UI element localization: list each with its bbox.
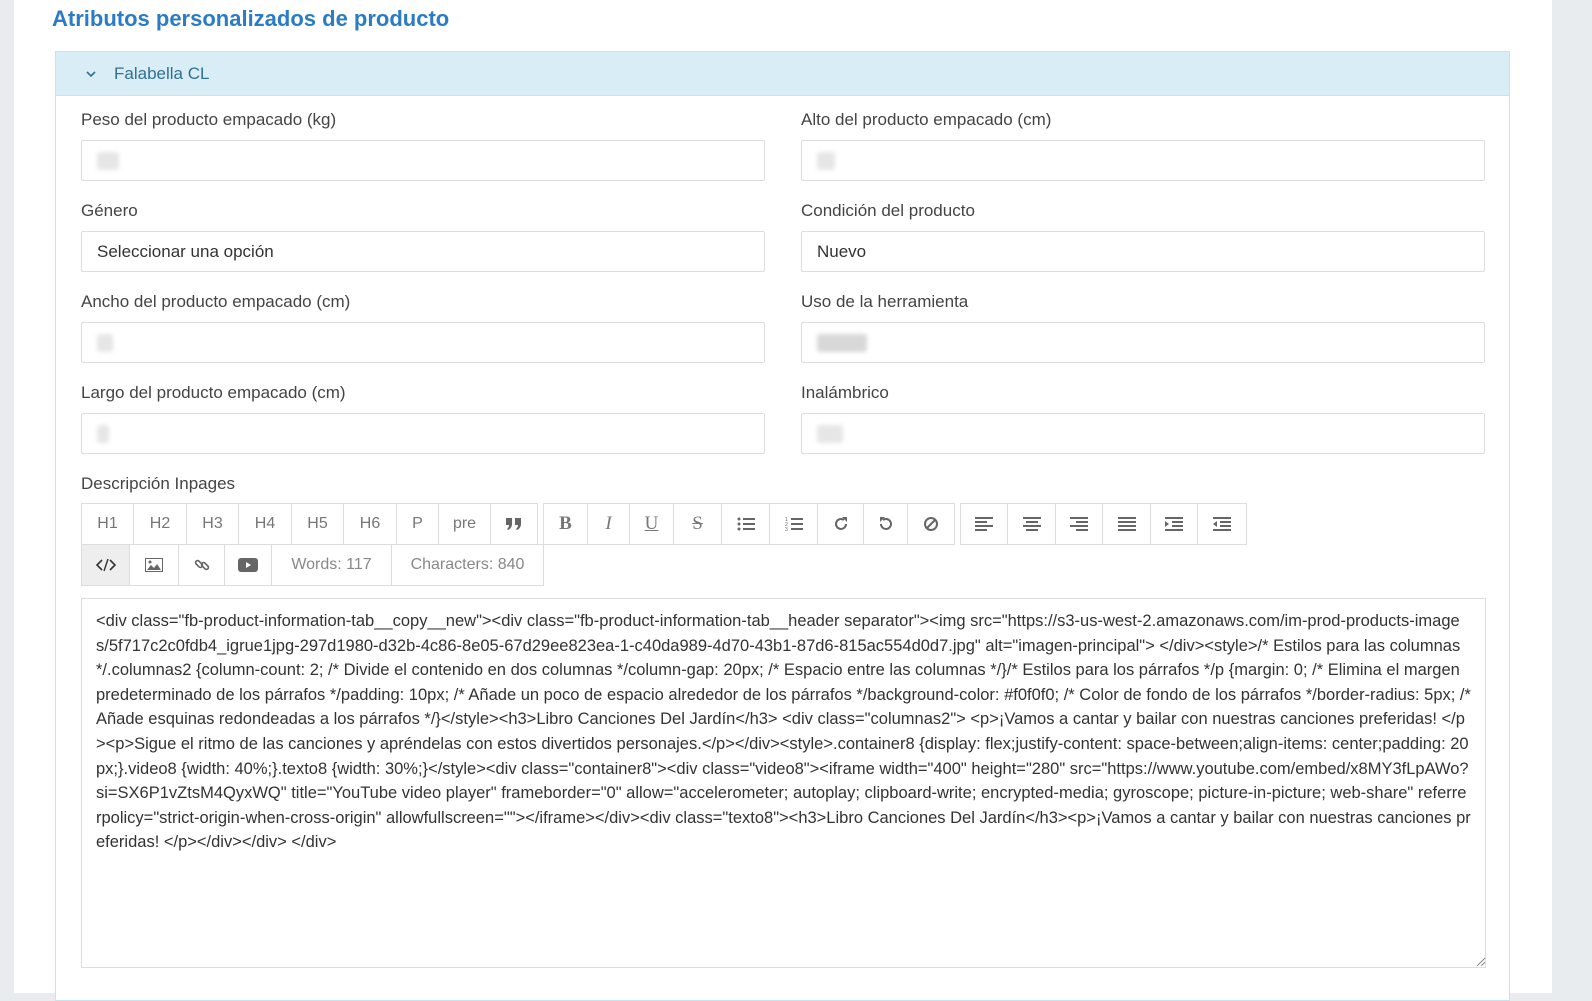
strikethrough-button[interactable]: S bbox=[674, 504, 722, 544]
italic-button[interactable]: I bbox=[588, 504, 630, 544]
format-group bbox=[543, 503, 955, 545]
quote-icon bbox=[505, 517, 523, 531]
align-right-icon bbox=[1070, 517, 1088, 531]
align-group bbox=[960, 503, 1247, 545]
h5-button[interactable]: H5 bbox=[292, 504, 344, 544]
field-largo bbox=[81, 383, 765, 454]
field-ancho bbox=[81, 292, 765, 363]
panel-header-toggle[interactable] bbox=[56, 52, 1509, 96]
h6-button[interactable]: H6 bbox=[344, 504, 397, 544]
page-title: Atributos personalizados de producto bbox=[52, 6, 450, 31]
image-icon bbox=[145, 558, 163, 572]
align-right-button[interactable] bbox=[1056, 504, 1103, 544]
field-label: Largo del producto empacado (cm) bbox=[81, 383, 346, 402]
bullet-list-icon bbox=[737, 517, 755, 531]
field-label: Inalámbrico bbox=[801, 383, 889, 402]
field-label: Género bbox=[81, 201, 138, 220]
field-label: Uso de la herramienta bbox=[801, 292, 969, 311]
bold-button[interactable]: B bbox=[544, 504, 588, 544]
field-label: Condición del producto bbox=[801, 201, 975, 220]
undo-button[interactable] bbox=[864, 504, 908, 544]
chevron-down-icon bbox=[84, 67, 98, 81]
editor-toolbar-row-2 bbox=[81, 544, 544, 586]
redo-button[interactable] bbox=[818, 504, 864, 544]
align-left-icon bbox=[975, 517, 993, 531]
alto-input[interactable] bbox=[801, 140, 1485, 181]
field-condicion bbox=[801, 201, 1485, 272]
indent-button[interactable] bbox=[1151, 504, 1198, 544]
insert-video-button[interactable] bbox=[225, 545, 272, 585]
underline-button[interactable]: U bbox=[630, 504, 674, 544]
largo-input[interactable] bbox=[81, 413, 765, 454]
blockquote-button[interactable] bbox=[491, 504, 537, 544]
align-center-icon bbox=[1023, 517, 1041, 531]
field-uso bbox=[801, 292, 1485, 363]
ancho-input[interactable] bbox=[81, 322, 765, 363]
redo-icon bbox=[833, 516, 849, 532]
pre-button[interactable]: pre bbox=[439, 504, 491, 544]
ban-icon bbox=[923, 516, 939, 532]
undo-icon bbox=[878, 516, 894, 532]
uso-select[interactable] bbox=[801, 322, 1485, 363]
page bbox=[14, 0, 1552, 993]
field-label: Ancho del producto empacado (cm) bbox=[81, 292, 351, 311]
h1-button[interactable]: H1 bbox=[82, 504, 134, 544]
editor-toolbar-row-1 bbox=[81, 503, 1252, 545]
panel-title: Falabella CL bbox=[114, 63, 210, 83]
bullet-list-button[interactable] bbox=[722, 504, 770, 544]
youtube-icon bbox=[238, 558, 258, 572]
insert-link-button[interactable] bbox=[179, 545, 225, 585]
insert-image-button[interactable] bbox=[130, 545, 179, 585]
peso-input[interactable] bbox=[81, 140, 765, 181]
align-justify-icon bbox=[1118, 517, 1136, 531]
indent-icon bbox=[1165, 517, 1183, 531]
code-view-button[interactable] bbox=[82, 545, 130, 585]
field-alto bbox=[801, 110, 1485, 181]
paragraph-button[interactable]: P bbox=[397, 504, 439, 544]
field-peso bbox=[81, 110, 765, 181]
field-label: Peso del producto empacado (kg) bbox=[81, 110, 337, 129]
field-label: Alto del producto empacado (cm) bbox=[801, 110, 1052, 129]
h2-button[interactable]: H2 bbox=[134, 504, 187, 544]
numbered-list-icon bbox=[785, 516, 803, 532]
svg-text:3: 3 bbox=[784, 527, 788, 532]
h4-button[interactable]: H4 bbox=[239, 504, 292, 544]
description-code-editor[interactable]: <div class="fb-product-information-tab__copy__new"><div class="fb-product-information-tab__header separator"><img src="https://s3-us-west-2.amazonaws.com/im-prod-products-images/5f717c2c0fdb4_igrue1jpg-297d1980-d32b-4c86-8e05-67d29ee823ea-1-c40da989-4d70-43b1-87d6-815ac554d0d7.jpg" alt="imagen-principal"> </div><style>/* Estilos para las columnas */.columnas2 {column-count: 2; /* Divide el contenido en dos columnas */column-gap: 20px; /* Espacio entre las columnas */}/* Estilos para los párrafos */p {margin: 0; /* Elimina el margen predeterminado de los párrafos */padding: 10px; /* Añade un poco de espacio alrededor de los párrafos */background-color: #f0f0f0; /* Color de fondo de los párrafos */border-radius: 5px; /* Añade esquinas redondeadas a los párrafos */}</style><h3>Libro Canciones Del Jardín</h3> <div class="columnas2"> <p>¡Vamos a cantar y bailar con nuestras canciones preferidas! </p><p>Sigue el ritmo de las canciones y apréndelas con estos divertidos personajes.</p></div><style>.container8 {display: flex;justify-content: space-between;align-items: center;padding: 20px;}.video8 {width: 40%;}.texto8 {width: 30%;}</style><div class="container8"><div class="video8"><iframe width="400" height="280" src="https://www.youtube.com/embed/x8MY3fLpAWo?si=SX6P1vZtsM4QyxWQ" title="YouTube video player" frameborder="0" allow="accelerometer; autoplay; clipboard-write; encrypted-media; gyroscope; picture-in-picture; web-share" referrerpolicy="strict-origin-when-cross-origin" allowfullscreen=""></iframe></div><div class="texto8"><h3>Libro Canciones Del Jardín</h3><p>¡Vamos a cantar y bailar con nuestras canciones preferidas! </p></div></div> </div> bbox=[81, 598, 1486, 968]
condicion-select[interactable]: Nuevo bbox=[801, 231, 1485, 272]
genero-select[interactable]: Seleccionar una opción bbox=[81, 231, 765, 272]
svg-text:2: 2 bbox=[784, 522, 788, 528]
word-count: Words: 117 bbox=[272, 545, 392, 585]
heading-group bbox=[81, 503, 538, 545]
outdent-button[interactable] bbox=[1198, 504, 1246, 544]
falabella-panel bbox=[55, 51, 1510, 1001]
field-descripcion bbox=[81, 474, 235, 494]
align-center-button[interactable] bbox=[1008, 504, 1056, 544]
numbered-list-button[interactable] bbox=[770, 504, 818, 544]
character-count: Characters: 840 bbox=[392, 545, 543, 585]
field-genero bbox=[81, 201, 765, 272]
h3-button[interactable]: H3 bbox=[187, 504, 239, 544]
align-justify-button[interactable] bbox=[1103, 504, 1151, 544]
field-inalambrico bbox=[801, 383, 1485, 454]
svg-text:1: 1 bbox=[784, 517, 788, 523]
clear-format-button[interactable] bbox=[908, 504, 954, 544]
field-label: Descripción Inpages bbox=[81, 474, 236, 493]
resize-handle-icon[interactable] bbox=[1475, 956, 1485, 966]
outdent-icon bbox=[1213, 517, 1231, 531]
align-left-button[interactable] bbox=[961, 504, 1008, 544]
code-icon bbox=[96, 558, 116, 572]
inalambrico-select[interactable] bbox=[801, 413, 1485, 454]
link-icon bbox=[194, 557, 210, 573]
media-group bbox=[81, 544, 544, 586]
